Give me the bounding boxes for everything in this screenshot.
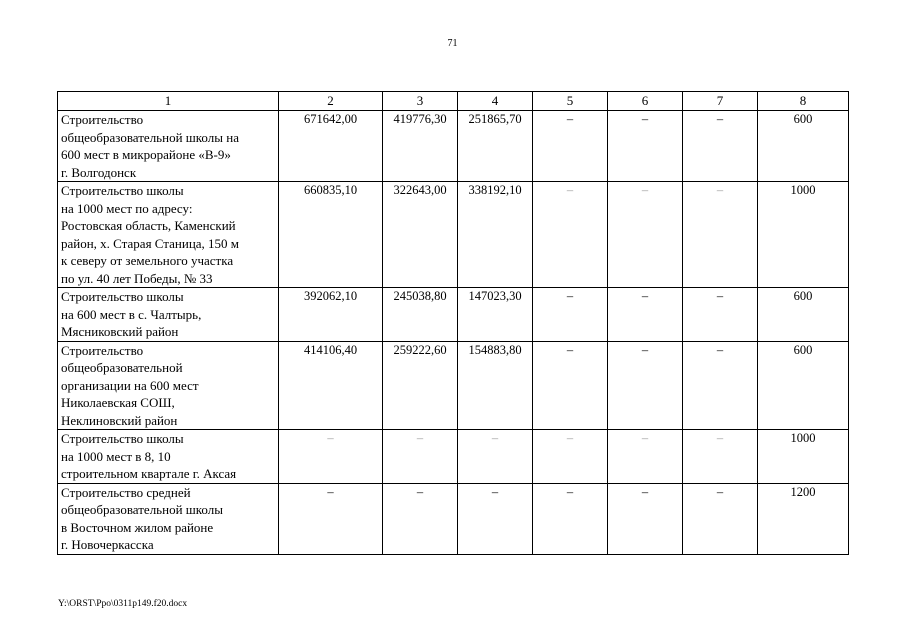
value-cell: 600 xyxy=(758,288,849,342)
column-header: 8 xyxy=(758,92,849,111)
value-cell: – xyxy=(279,430,383,484)
value-cell: – xyxy=(383,430,458,484)
table-row xyxy=(58,111,849,182)
value-cell: – xyxy=(683,430,758,484)
column-header: 3 xyxy=(383,92,458,111)
value-cell: 660835,10 xyxy=(279,182,383,288)
value-cell: – xyxy=(533,483,608,554)
table-header-row xyxy=(58,92,849,111)
project-name-cell: Строительство школы на 1000 мест по адресу: Ростовская область, Каменский район, х. Старая Станица, 150 м к северу от земельного участка по ул. 40 лет Победы, № 33 xyxy=(58,182,279,288)
value-cell: 600 xyxy=(758,341,849,430)
project-name-cell: Строительство школы на 1000 мест в 8, 10 строительном квартале г. Аксая xyxy=(58,430,279,484)
table-row xyxy=(58,182,849,288)
table-row xyxy=(58,288,849,342)
value-cell: – xyxy=(608,341,683,430)
value-cell: – xyxy=(458,483,533,554)
value-cell: 147023,30 xyxy=(458,288,533,342)
value-cell: – xyxy=(608,111,683,182)
value-cell: 671642,00 xyxy=(279,111,383,182)
data-table xyxy=(57,91,849,555)
value-cell: – xyxy=(683,341,758,430)
column-header: 6 xyxy=(608,92,683,111)
value-cell: 259222,60 xyxy=(383,341,458,430)
column-header: 4 xyxy=(458,92,533,111)
project-name-cell: Строительство средней общеобразовательной школы в Восточном жилом районе г. Новочеркасска xyxy=(58,483,279,554)
value-cell: 392062,10 xyxy=(279,288,383,342)
footer-file-path: Y:\ORST\Ppo\0311p149.f20.docx xyxy=(58,599,188,609)
table-row xyxy=(58,430,849,484)
value-cell: – xyxy=(683,111,758,182)
column-header: 7 xyxy=(683,92,758,111)
value-cell: – xyxy=(608,430,683,484)
project-name-cell: Строительство школы на 600 мест в с. Чалтырь, Мясниковский район xyxy=(58,288,279,342)
value-cell: 1000 xyxy=(758,430,849,484)
value-cell: 245038,80 xyxy=(383,288,458,342)
value-cell: 251865,70 xyxy=(458,111,533,182)
table-row xyxy=(58,341,849,430)
value-cell: – xyxy=(608,288,683,342)
value-cell: 154883,80 xyxy=(458,341,533,430)
value-cell: – xyxy=(533,111,608,182)
value-cell: 338192,10 xyxy=(458,182,533,288)
value-cell: 419776,30 xyxy=(383,111,458,182)
column-header: 1 xyxy=(58,92,279,111)
value-cell: – xyxy=(533,288,608,342)
value-cell: – xyxy=(383,483,458,554)
value-cell: – xyxy=(608,182,683,288)
project-name-cell: Строительство общеобразовательной организации на 600 мест Николаевская СОШ, Неклиновский район xyxy=(58,341,279,430)
value-cell: 600 xyxy=(758,111,849,182)
page-number: 71 xyxy=(447,38,458,49)
value-cell: – xyxy=(533,341,608,430)
column-header: 2 xyxy=(279,92,383,111)
value-cell: 322643,00 xyxy=(383,182,458,288)
value-cell: – xyxy=(683,182,758,288)
project-name-cell: Строительство общеобразовательной школы на 600 мест в микрорайоне «В-9» г. Волгодонск xyxy=(58,111,279,182)
value-cell: – xyxy=(458,430,533,484)
table-row xyxy=(58,483,849,554)
value-cell: – xyxy=(683,483,758,554)
value-cell: 1200 xyxy=(758,483,849,554)
value-cell: 414106,40 xyxy=(279,341,383,430)
value-cell: – xyxy=(533,430,608,484)
value-cell: 1000 xyxy=(758,182,849,288)
value-cell: – xyxy=(279,483,383,554)
value-cell: – xyxy=(683,288,758,342)
column-header: 5 xyxy=(533,92,608,111)
value-cell: – xyxy=(533,182,608,288)
value-cell: – xyxy=(608,483,683,554)
